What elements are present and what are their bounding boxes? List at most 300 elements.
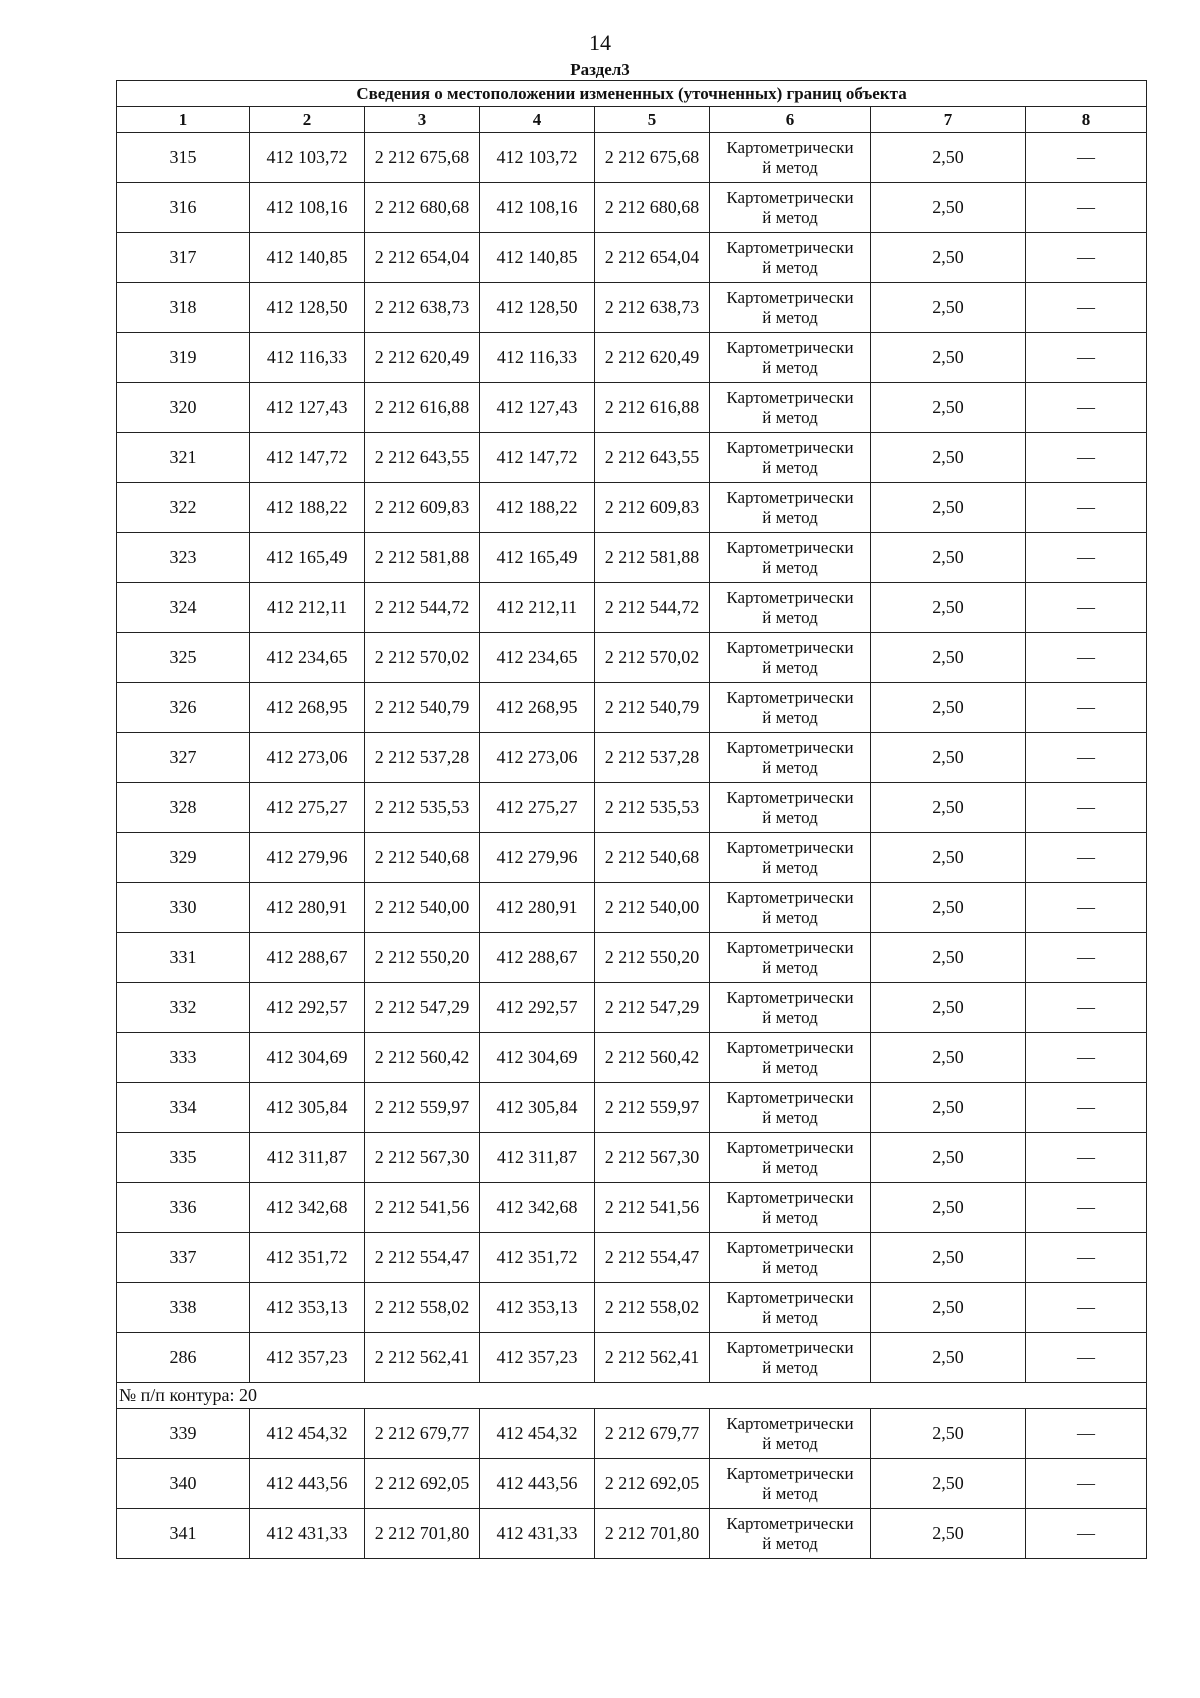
x-new-cell: 412 165,49 xyxy=(480,533,595,583)
method-line: Картометрически xyxy=(726,1087,854,1107)
method-line: Картометрически xyxy=(726,187,854,207)
method-cell xyxy=(710,1033,871,1083)
table-row xyxy=(117,883,1147,933)
method-line: й метод xyxy=(762,757,818,777)
x-new-cell: 412 147,72 xyxy=(480,433,595,483)
x-new-cell: 412 127,43 xyxy=(480,383,595,433)
column-header: 3 xyxy=(365,107,480,133)
point-number-cell: 328 xyxy=(117,783,250,833)
point-number-cell: 323 xyxy=(117,533,250,583)
accuracy-cell: 2,50 xyxy=(871,1409,1026,1459)
x-new-cell: 412 431,33 xyxy=(480,1509,595,1559)
y-new-cell: 2 212 570,02 xyxy=(595,633,710,683)
description-cell: — xyxy=(1026,683,1147,733)
method-cell xyxy=(710,683,871,733)
x-old-cell: 412 292,57 xyxy=(250,983,365,1033)
x-old-cell: 412 116,33 xyxy=(250,333,365,383)
method-cell xyxy=(710,1133,871,1183)
table-row xyxy=(117,1409,1147,1459)
method-line: Картометрически xyxy=(726,337,854,357)
description-cell: — xyxy=(1026,233,1147,283)
x-new-cell: 412 342,68 xyxy=(480,1183,595,1233)
y-new-cell: 2 212 540,00 xyxy=(595,883,710,933)
method-cell xyxy=(710,1083,871,1133)
accuracy-cell: 2,50 xyxy=(871,183,1026,233)
method-line: Картометрически xyxy=(726,1187,854,1207)
y-new-cell: 2 212 643,55 xyxy=(595,433,710,483)
point-number-cell: 318 xyxy=(117,283,250,333)
y-old-cell: 2 212 701,80 xyxy=(365,1509,480,1559)
description-cell: — xyxy=(1026,1409,1147,1459)
description-cell: — xyxy=(1026,1283,1147,1333)
y-old-cell: 2 212 540,79 xyxy=(365,683,480,733)
page-number: 14 xyxy=(589,30,611,55)
method-line: й метод xyxy=(762,707,818,727)
table-caption: Сведения о местоположении измененных (уточненных) границ объекта xyxy=(117,81,1147,107)
accuracy-cell: 2,50 xyxy=(871,733,1026,783)
point-number-cell: 315 xyxy=(117,133,250,183)
table-row xyxy=(117,533,1147,583)
x-old-cell: 412 273,06 xyxy=(250,733,365,783)
y-old-cell: 2 212 547,29 xyxy=(365,983,480,1033)
y-new-cell: 2 212 559,97 xyxy=(595,1083,710,1133)
y-old-cell: 2 212 620,49 xyxy=(365,333,480,383)
x-old-cell: 412 275,27 xyxy=(250,783,365,833)
x-old-cell: 412 188,22 xyxy=(250,483,365,533)
point-number-cell: 341 xyxy=(117,1509,250,1559)
x-new-cell: 412 292,57 xyxy=(480,983,595,1033)
table-row xyxy=(117,1183,1147,1233)
method-line: й метод xyxy=(762,257,818,277)
column-header: 8 xyxy=(1026,107,1147,133)
point-number-cell: 324 xyxy=(117,583,250,633)
column-header: 4 xyxy=(480,107,595,133)
x-old-cell: 412 234,65 xyxy=(250,633,365,683)
table-row xyxy=(117,933,1147,983)
x-new-cell: 412 268,95 xyxy=(480,683,595,733)
method-line: Картометрически xyxy=(726,1237,854,1257)
point-number-cell: 317 xyxy=(117,233,250,283)
method-cell xyxy=(710,983,871,1033)
x-new-cell: 412 140,85 xyxy=(480,233,595,283)
table-row xyxy=(117,683,1147,733)
table-row xyxy=(117,1333,1147,1383)
method-line: Картометрически xyxy=(726,687,854,707)
y-new-cell: 2 212 554,47 xyxy=(595,1233,710,1283)
description-cell: — xyxy=(1026,433,1147,483)
column-header: 1 xyxy=(117,107,250,133)
y-new-cell: 2 212 544,72 xyxy=(595,583,710,633)
method-cell xyxy=(710,1509,871,1559)
table-row xyxy=(117,133,1147,183)
table-row xyxy=(117,733,1147,783)
x-old-cell: 412 280,91 xyxy=(250,883,365,933)
accuracy-cell: 2,50 xyxy=(871,333,1026,383)
point-number-cell: 336 xyxy=(117,1183,250,1233)
table-row xyxy=(117,233,1147,283)
method-cell xyxy=(710,333,871,383)
description-cell: — xyxy=(1026,633,1147,683)
method-cell xyxy=(710,183,871,233)
point-number-cell: 321 xyxy=(117,433,250,483)
table-body xyxy=(117,133,1147,1559)
method-line: Картометрически xyxy=(726,237,854,257)
method-line: Картометрически xyxy=(726,887,854,907)
description-cell: — xyxy=(1026,933,1147,983)
y-new-cell: 2 212 701,80 xyxy=(595,1509,710,1559)
table-row xyxy=(117,983,1147,1033)
y-old-cell: 2 212 535,53 xyxy=(365,783,480,833)
x-new-cell: 412 443,56 xyxy=(480,1459,595,1509)
method-line: Картометрически xyxy=(726,1137,854,1157)
accuracy-cell: 2,50 xyxy=(871,1233,1026,1283)
x-old-cell: 412 311,87 xyxy=(250,1133,365,1183)
x-new-cell: 412 116,33 xyxy=(480,333,595,383)
method-cell xyxy=(710,283,871,333)
x-old-cell: 412 165,49 xyxy=(250,533,365,583)
method-line: й метод xyxy=(762,1533,818,1553)
x-old-cell: 412 357,23 xyxy=(250,1333,365,1383)
y-new-cell: 2 212 679,77 xyxy=(595,1409,710,1459)
y-old-cell: 2 212 544,72 xyxy=(365,583,480,633)
column-header: 2 xyxy=(250,107,365,133)
description-cell: — xyxy=(1026,733,1147,783)
y-new-cell: 2 212 654,04 xyxy=(595,233,710,283)
description-cell: — xyxy=(1026,1133,1147,1183)
y-old-cell: 2 212 679,77 xyxy=(365,1409,480,1459)
table-row xyxy=(117,783,1147,833)
method-line: Картометрически xyxy=(726,1413,854,1433)
method-line: й метод xyxy=(762,457,818,477)
y-old-cell: 2 212 692,05 xyxy=(365,1459,480,1509)
x-old-cell: 412 103,72 xyxy=(250,133,365,183)
method-line: Картометрически xyxy=(726,387,854,407)
accuracy-cell: 2,50 xyxy=(871,433,1026,483)
method-line: Картометрически xyxy=(726,787,854,807)
method-line: Картометрически xyxy=(726,587,854,607)
column-header-row xyxy=(117,107,1147,133)
point-number-cell: 286 xyxy=(117,1333,250,1383)
y-old-cell: 2 212 540,00 xyxy=(365,883,480,933)
method-line: Картометрически xyxy=(726,1287,854,1307)
method-cell xyxy=(710,233,871,283)
accuracy-cell: 2,50 xyxy=(871,1083,1026,1133)
description-cell: — xyxy=(1026,333,1147,383)
y-new-cell: 2 212 540,79 xyxy=(595,683,710,733)
y-old-cell: 2 212 609,83 xyxy=(365,483,480,533)
y-old-cell: 2 212 550,20 xyxy=(365,933,480,983)
x-old-cell: 412 147,72 xyxy=(250,433,365,483)
y-new-cell: 2 212 581,88 xyxy=(595,533,710,583)
section-title: Раздел3 xyxy=(570,60,630,79)
table-row xyxy=(117,583,1147,633)
method-line: й метод xyxy=(762,1157,818,1177)
description-cell: — xyxy=(1026,833,1147,883)
method-line: й метод xyxy=(762,407,818,427)
point-number-cell: 327 xyxy=(117,733,250,783)
x-new-cell: 412 353,13 xyxy=(480,1283,595,1333)
method-line: й метод xyxy=(762,207,818,227)
description-cell: — xyxy=(1026,1083,1147,1133)
y-new-cell: 2 212 609,83 xyxy=(595,483,710,533)
table-row xyxy=(117,283,1147,333)
method-line: й метод xyxy=(762,557,818,577)
method-line: Картометрически xyxy=(726,637,854,657)
method-line: й метод xyxy=(762,157,818,177)
description-cell: — xyxy=(1026,583,1147,633)
accuracy-cell: 2,50 xyxy=(871,1283,1026,1333)
y-new-cell: 2 212 638,73 xyxy=(595,283,710,333)
x-old-cell: 412 304,69 xyxy=(250,1033,365,1083)
x-new-cell: 412 234,65 xyxy=(480,633,595,683)
y-old-cell: 2 212 537,28 xyxy=(365,733,480,783)
method-cell xyxy=(710,1459,871,1509)
x-new-cell: 412 128,50 xyxy=(480,283,595,333)
column-header: 7 xyxy=(871,107,1026,133)
y-old-cell: 2 212 560,42 xyxy=(365,1033,480,1083)
method-line: й метод xyxy=(762,1207,818,1227)
x-new-cell: 412 103,72 xyxy=(480,133,595,183)
x-old-cell: 412 305,84 xyxy=(250,1083,365,1133)
point-number-cell: 329 xyxy=(117,833,250,883)
description-cell: — xyxy=(1026,283,1147,333)
method-line: Картометрически xyxy=(726,537,854,557)
y-old-cell: 2 212 643,55 xyxy=(365,433,480,483)
accuracy-cell: 2,50 xyxy=(871,383,1026,433)
y-new-cell: 2 212 541,56 xyxy=(595,1183,710,1233)
table-row xyxy=(117,433,1147,483)
y-old-cell: 2 212 540,68 xyxy=(365,833,480,883)
x-old-cell: 412 342,68 xyxy=(250,1183,365,1233)
column-header: 6 xyxy=(710,107,871,133)
y-new-cell: 2 212 540,68 xyxy=(595,833,710,883)
x-new-cell: 412 304,69 xyxy=(480,1033,595,1083)
y-old-cell: 2 212 541,56 xyxy=(365,1183,480,1233)
description-cell: — xyxy=(1026,533,1147,583)
method-line: й метод xyxy=(762,1257,818,1277)
y-old-cell: 2 212 616,88 xyxy=(365,383,480,433)
table-row xyxy=(117,833,1147,883)
method-line: й метод xyxy=(762,1483,818,1503)
point-number-cell: 325 xyxy=(117,633,250,683)
description-cell: — xyxy=(1026,1459,1147,1509)
method-cell xyxy=(710,1183,871,1233)
description-cell: — xyxy=(1026,1033,1147,1083)
description-cell: — xyxy=(1026,1333,1147,1383)
y-new-cell: 2 212 616,88 xyxy=(595,383,710,433)
x-new-cell: 412 351,72 xyxy=(480,1233,595,1283)
description-cell: — xyxy=(1026,883,1147,933)
method-line: й метод xyxy=(762,1057,818,1077)
method-line: Картометрически xyxy=(726,937,854,957)
y-new-cell: 2 212 558,02 xyxy=(595,1283,710,1333)
y-new-cell: 2 212 680,68 xyxy=(595,183,710,233)
x-old-cell: 412 140,85 xyxy=(250,233,365,283)
y-old-cell: 2 212 680,68 xyxy=(365,183,480,233)
x-old-cell: 412 454,32 xyxy=(250,1409,365,1459)
accuracy-cell: 2,50 xyxy=(871,633,1026,683)
method-cell xyxy=(710,383,871,433)
point-number-cell: 335 xyxy=(117,1133,250,1183)
method-line: Картометрически xyxy=(726,1337,854,1357)
table-row xyxy=(117,633,1147,683)
column-header: 5 xyxy=(595,107,710,133)
x-old-cell: 412 279,96 xyxy=(250,833,365,883)
contour-label-row xyxy=(117,1383,1147,1409)
y-new-cell: 2 212 550,20 xyxy=(595,933,710,983)
table-row xyxy=(117,1033,1147,1083)
x-old-cell: 412 127,43 xyxy=(250,383,365,433)
point-number-cell: 334 xyxy=(117,1083,250,1133)
point-number-cell: 338 xyxy=(117,1283,250,1333)
method-line: Картометрически xyxy=(726,987,854,1007)
y-old-cell: 2 212 562,41 xyxy=(365,1333,480,1383)
method-cell xyxy=(710,133,871,183)
point-number-cell: 319 xyxy=(117,333,250,383)
method-cell xyxy=(710,783,871,833)
x-old-cell: 412 268,95 xyxy=(250,683,365,733)
table-row xyxy=(117,183,1147,233)
accuracy-cell: 2,50 xyxy=(871,933,1026,983)
method-line: й метод xyxy=(762,807,818,827)
method-line: Картометрически xyxy=(726,487,854,507)
method-line: Картометрически xyxy=(726,287,854,307)
x-old-cell: 412 351,72 xyxy=(250,1233,365,1283)
method-cell xyxy=(710,583,871,633)
method-line: Картометрически xyxy=(726,737,854,757)
point-number-cell: 330 xyxy=(117,883,250,933)
x-new-cell: 412 288,67 xyxy=(480,933,595,983)
table-row xyxy=(117,1509,1147,1559)
table-row xyxy=(117,1283,1147,1333)
table-row xyxy=(117,333,1147,383)
accuracy-cell: 2,50 xyxy=(871,483,1026,533)
table-row xyxy=(117,1459,1147,1509)
method-cell xyxy=(710,1233,871,1283)
method-line: й метод xyxy=(762,357,818,377)
table-row xyxy=(117,1233,1147,1283)
method-cell xyxy=(710,633,871,683)
method-line: й метод xyxy=(762,657,818,677)
method-line: й метод xyxy=(762,857,818,877)
method-line: й метод xyxy=(762,1007,818,1027)
accuracy-cell: 2,50 xyxy=(871,1033,1026,1083)
accuracy-cell: 2,50 xyxy=(871,783,1026,833)
y-old-cell: 2 212 675,68 xyxy=(365,133,480,183)
accuracy-cell: 2,50 xyxy=(871,1333,1026,1383)
x-new-cell: 412 279,96 xyxy=(480,833,595,883)
y-old-cell: 2 212 638,73 xyxy=(365,283,480,333)
accuracy-cell: 2,50 xyxy=(871,1133,1026,1183)
description-cell: — xyxy=(1026,1183,1147,1233)
point-number-cell: 337 xyxy=(117,1233,250,1283)
y-new-cell: 2 212 567,30 xyxy=(595,1133,710,1183)
accuracy-cell: 2,50 xyxy=(871,833,1026,883)
table-row xyxy=(117,383,1147,433)
y-new-cell: 2 212 547,29 xyxy=(595,983,710,1033)
accuracy-cell: 2,50 xyxy=(871,883,1026,933)
point-number-cell: 331 xyxy=(117,933,250,983)
method-cell xyxy=(710,1283,871,1333)
description-cell: — xyxy=(1026,983,1147,1033)
x-new-cell: 412 454,32 xyxy=(480,1409,595,1459)
y-new-cell: 2 212 535,53 xyxy=(595,783,710,833)
description-cell: — xyxy=(1026,483,1147,533)
y-old-cell: 2 212 570,02 xyxy=(365,633,480,683)
method-line: Картометрически xyxy=(726,1513,854,1533)
method-line: Картометрически xyxy=(726,137,854,157)
table-row xyxy=(117,483,1147,533)
description-cell: — xyxy=(1026,1233,1147,1283)
accuracy-cell: 2,50 xyxy=(871,1183,1026,1233)
point-number-cell: 316 xyxy=(117,183,250,233)
x-old-cell: 412 431,33 xyxy=(250,1509,365,1559)
method-line: й метод xyxy=(762,1307,818,1327)
point-number-cell: 339 xyxy=(117,1409,250,1459)
point-number-cell: 333 xyxy=(117,1033,250,1083)
accuracy-cell: 2,50 xyxy=(871,533,1026,583)
method-line: й метод xyxy=(762,607,818,627)
y-new-cell: 2 212 620,49 xyxy=(595,333,710,383)
table-row xyxy=(117,1133,1147,1183)
method-cell xyxy=(710,433,871,483)
x-old-cell: 412 212,11 xyxy=(250,583,365,633)
x-old-cell: 412 443,56 xyxy=(250,1459,365,1509)
description-cell: — xyxy=(1026,133,1147,183)
description-cell: — xyxy=(1026,383,1147,433)
contour-label: № п/п контура: 20 xyxy=(117,1383,1147,1409)
point-number-cell: 332 xyxy=(117,983,250,1033)
method-line: й метод xyxy=(762,1433,818,1453)
x-new-cell: 412 275,27 xyxy=(480,783,595,833)
point-number-cell: 340 xyxy=(117,1459,250,1509)
point-number-cell: 326 xyxy=(117,683,250,733)
method-line: й метод xyxy=(762,907,818,927)
y-new-cell: 2 212 562,41 xyxy=(595,1333,710,1383)
x-old-cell: 412 288,67 xyxy=(250,933,365,983)
method-cell xyxy=(710,483,871,533)
y-old-cell: 2 212 581,88 xyxy=(365,533,480,583)
x-new-cell: 412 273,06 xyxy=(480,733,595,783)
x-old-cell: 412 128,50 xyxy=(250,283,365,333)
x-new-cell: 412 311,87 xyxy=(480,1133,595,1183)
method-line: Картометрически xyxy=(726,837,854,857)
y-old-cell: 2 212 567,30 xyxy=(365,1133,480,1183)
y-old-cell: 2 212 554,47 xyxy=(365,1233,480,1283)
x-new-cell: 412 108,16 xyxy=(480,183,595,233)
x-old-cell: 412 108,16 xyxy=(250,183,365,233)
method-cell xyxy=(710,833,871,883)
point-number-cell: 322 xyxy=(117,483,250,533)
y-new-cell: 2 212 537,28 xyxy=(595,733,710,783)
accuracy-cell: 2,50 xyxy=(871,583,1026,633)
description-cell: — xyxy=(1026,1509,1147,1559)
method-line: Картометрически xyxy=(726,1037,854,1057)
method-cell xyxy=(710,1409,871,1459)
x-new-cell: 412 188,22 xyxy=(480,483,595,533)
y-old-cell: 2 212 558,02 xyxy=(365,1283,480,1333)
method-cell xyxy=(710,733,871,783)
method-line: й метод xyxy=(762,1357,818,1377)
method-cell xyxy=(710,1333,871,1383)
accuracy-cell: 2,50 xyxy=(871,133,1026,183)
method-line: й метод xyxy=(762,507,818,527)
boundary-table xyxy=(116,80,1147,1559)
x-new-cell: 412 280,91 xyxy=(480,883,595,933)
y-new-cell: 2 212 560,42 xyxy=(595,1033,710,1083)
accuracy-cell: 2,50 xyxy=(871,233,1026,283)
y-old-cell: 2 212 559,97 xyxy=(365,1083,480,1133)
